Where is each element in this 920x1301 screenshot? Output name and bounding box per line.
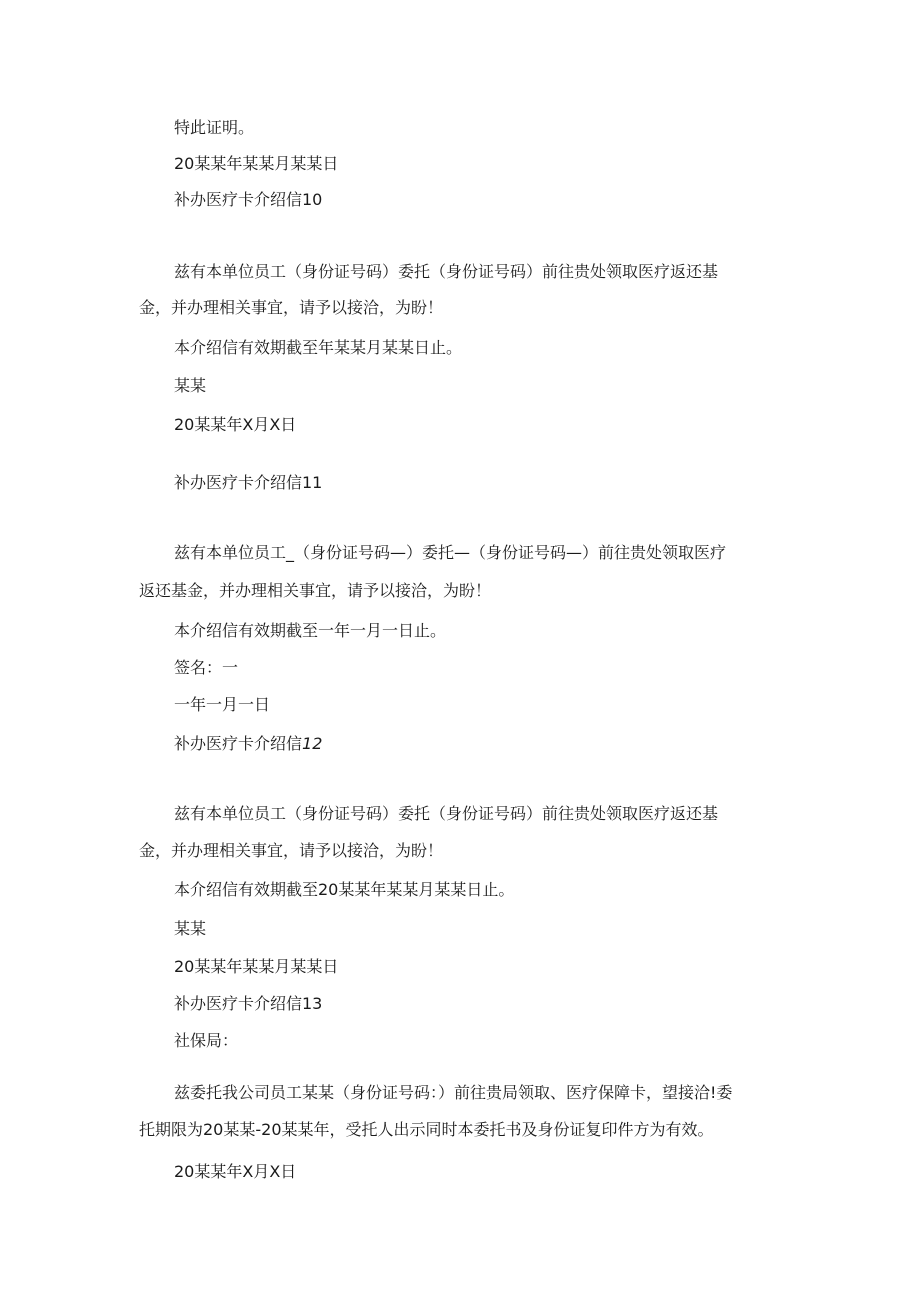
body-paragraph-line: 金，并办理相关事宜，请予以接洽，为盼！ bbox=[139, 298, 444, 317]
signature-name: 某某 bbox=[174, 376, 207, 395]
letter-heading-13: 补办医疗卡介绍信13 bbox=[174, 994, 323, 1013]
validity-line: 本介绍信有效期截至一年一月一日止。 bbox=[174, 621, 447, 640]
body-paragraph-line: 托期限为20某某-20某某年，受托人出示同时本委托书及身份证复印件方为有效。 bbox=[139, 1120, 714, 1139]
date-line: 20某某年X月X日 bbox=[174, 415, 297, 434]
signature-name: 某某 bbox=[174, 919, 207, 938]
letter-heading-10: 补办医疗卡介绍信10 bbox=[174, 190, 323, 209]
recipient-line: 社保局： bbox=[174, 1031, 239, 1050]
body-paragraph-line: 兹有本单位员工_（身份证号码—）委托—（身份证号码—）前往贵处领取医疗 bbox=[174, 543, 727, 562]
heading-text: 补办医疗卡介绍信 bbox=[174, 734, 303, 753]
date-line: 20某某年某某月某某日 bbox=[174, 154, 339, 173]
closing-statement: 特此证明。 bbox=[174, 118, 255, 137]
validity-line: 本介绍信有效期截至年某某月某某日止。 bbox=[174, 338, 463, 357]
body-paragraph-line: 返还基金，并办理相关事宜，请予以接洽，为盼！ bbox=[139, 581, 492, 600]
validity-line: 本介绍信有效期截至20某某年某某月某某日止。 bbox=[174, 880, 515, 899]
body-paragraph-line: 兹有本单位员工（身份证号码）委托（身份证号码）前往贵处领取医疗返还基 bbox=[174, 262, 719, 281]
body-paragraph-line: 兹有本单位员工（身份证号码）委托（身份证号码）前往贵处领取医疗返还基 bbox=[174, 804, 719, 823]
body-paragraph-line: 金，并办理相关事宜，请予以接洽，为盼！ bbox=[139, 841, 444, 860]
heading-number: 12 bbox=[302, 734, 323, 753]
signature-line: 签名：一 bbox=[174, 658, 239, 677]
date-line: 20某某年X月X日 bbox=[174, 1162, 297, 1181]
date-line: 20某某年某某月某某日 bbox=[174, 957, 339, 976]
letter-heading-12 bbox=[174, 733, 322, 755]
date-line: 一年一月一日 bbox=[174, 695, 271, 714]
body-paragraph-line: 兹委托我公司员工某某（身份证号码：）前往贵局领取、医疗保障卡，望接洽!委 bbox=[174, 1083, 733, 1102]
letter-heading-11: 补办医疗卡介绍信11 bbox=[174, 473, 323, 492]
